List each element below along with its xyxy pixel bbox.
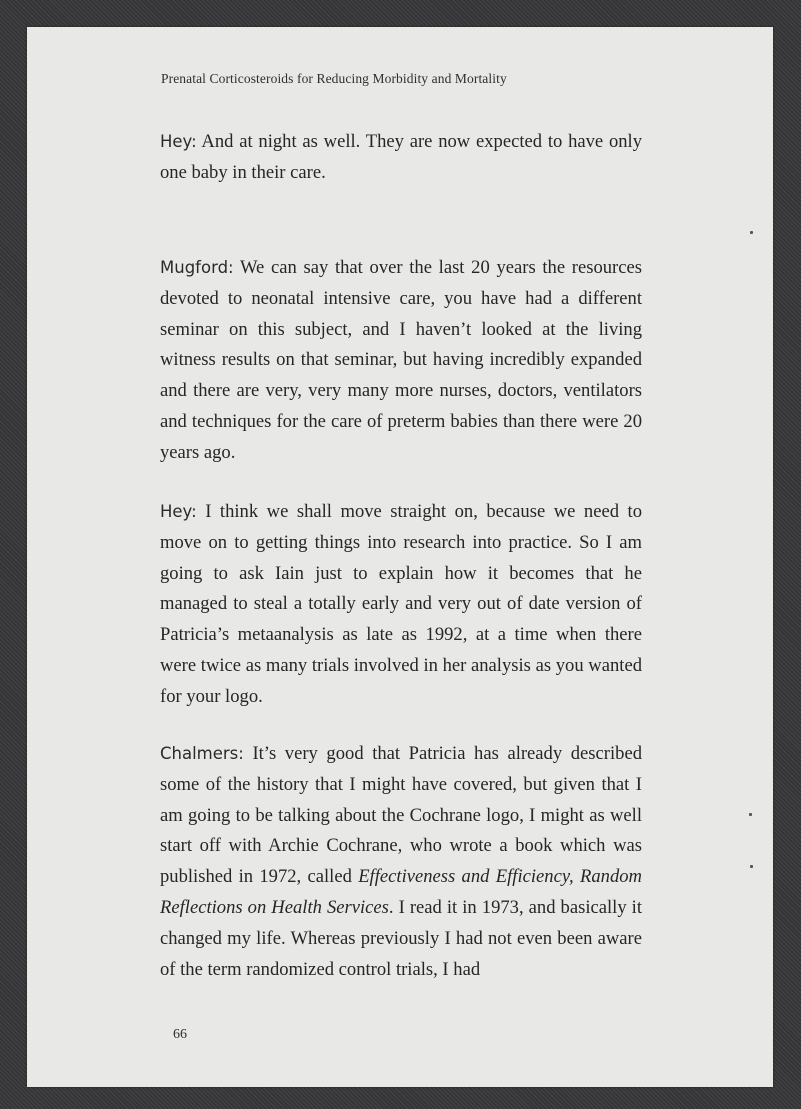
running-head: Prenatal Corticosteroids for Reducing Morbidity and Mortality xyxy=(161,71,507,86)
speaker-label: Hey: xyxy=(160,502,197,521)
scan-speck xyxy=(750,865,753,868)
scan-speck xyxy=(750,231,753,234)
dialogue-paragraph xyxy=(160,253,642,469)
speaker-label: Hey: xyxy=(160,132,197,151)
dialogue-paragraph xyxy=(160,127,642,189)
paragraph-text: I think we shall move straight on, because we need to move on to getting things into research into practice. So I am going to ask Iain just to explain how it becomes that he managed to steal a totally early and very out of date version of Patricia’s metaanalysis as late as 1992, at a time when there were twice as many trials involved in her analysis as you wanted for your logo. xyxy=(160,501,642,707)
book-title: Effectiveness and Efficiency, Random Reflections on Health Services xyxy=(160,866,642,918)
scan-speck xyxy=(749,813,752,816)
dialogue-paragraph xyxy=(160,739,642,985)
speaker-label: Mugford: xyxy=(160,258,234,277)
document-page xyxy=(27,27,773,1087)
page-number: 66 xyxy=(173,1027,187,1042)
paragraph-text: And at night as well. They are now expected to have only one baby in their care. xyxy=(160,131,642,183)
paragraph-text: It’s very good that Patricia has already described some of the history that I might have covered, but given that I am going to be talking about the Cochrane logo, I might as well start off with Archie Cochrane, who wrote a book which was published in 1972, called xyxy=(160,743,642,888)
paragraph-text: We can say that over the last 20 years the resources devoted to neonatal intensive care, you have had a different seminar on this subject, and I haven’t looked at the living witness results on that seminar, but having incredibly expanded and there are very, very many more nurses, doctors, ventilators and techniques for the care of preterm babies than there were 20 years ago. xyxy=(160,257,642,463)
dialogue-paragraph xyxy=(160,497,642,713)
speaker-label: Chalmers: xyxy=(160,744,244,763)
paragraph-text: . I read it in 1973, and basically it changed my life. Whereas previously I had not even been aware of the term randomized control trials, I had xyxy=(160,896,643,980)
